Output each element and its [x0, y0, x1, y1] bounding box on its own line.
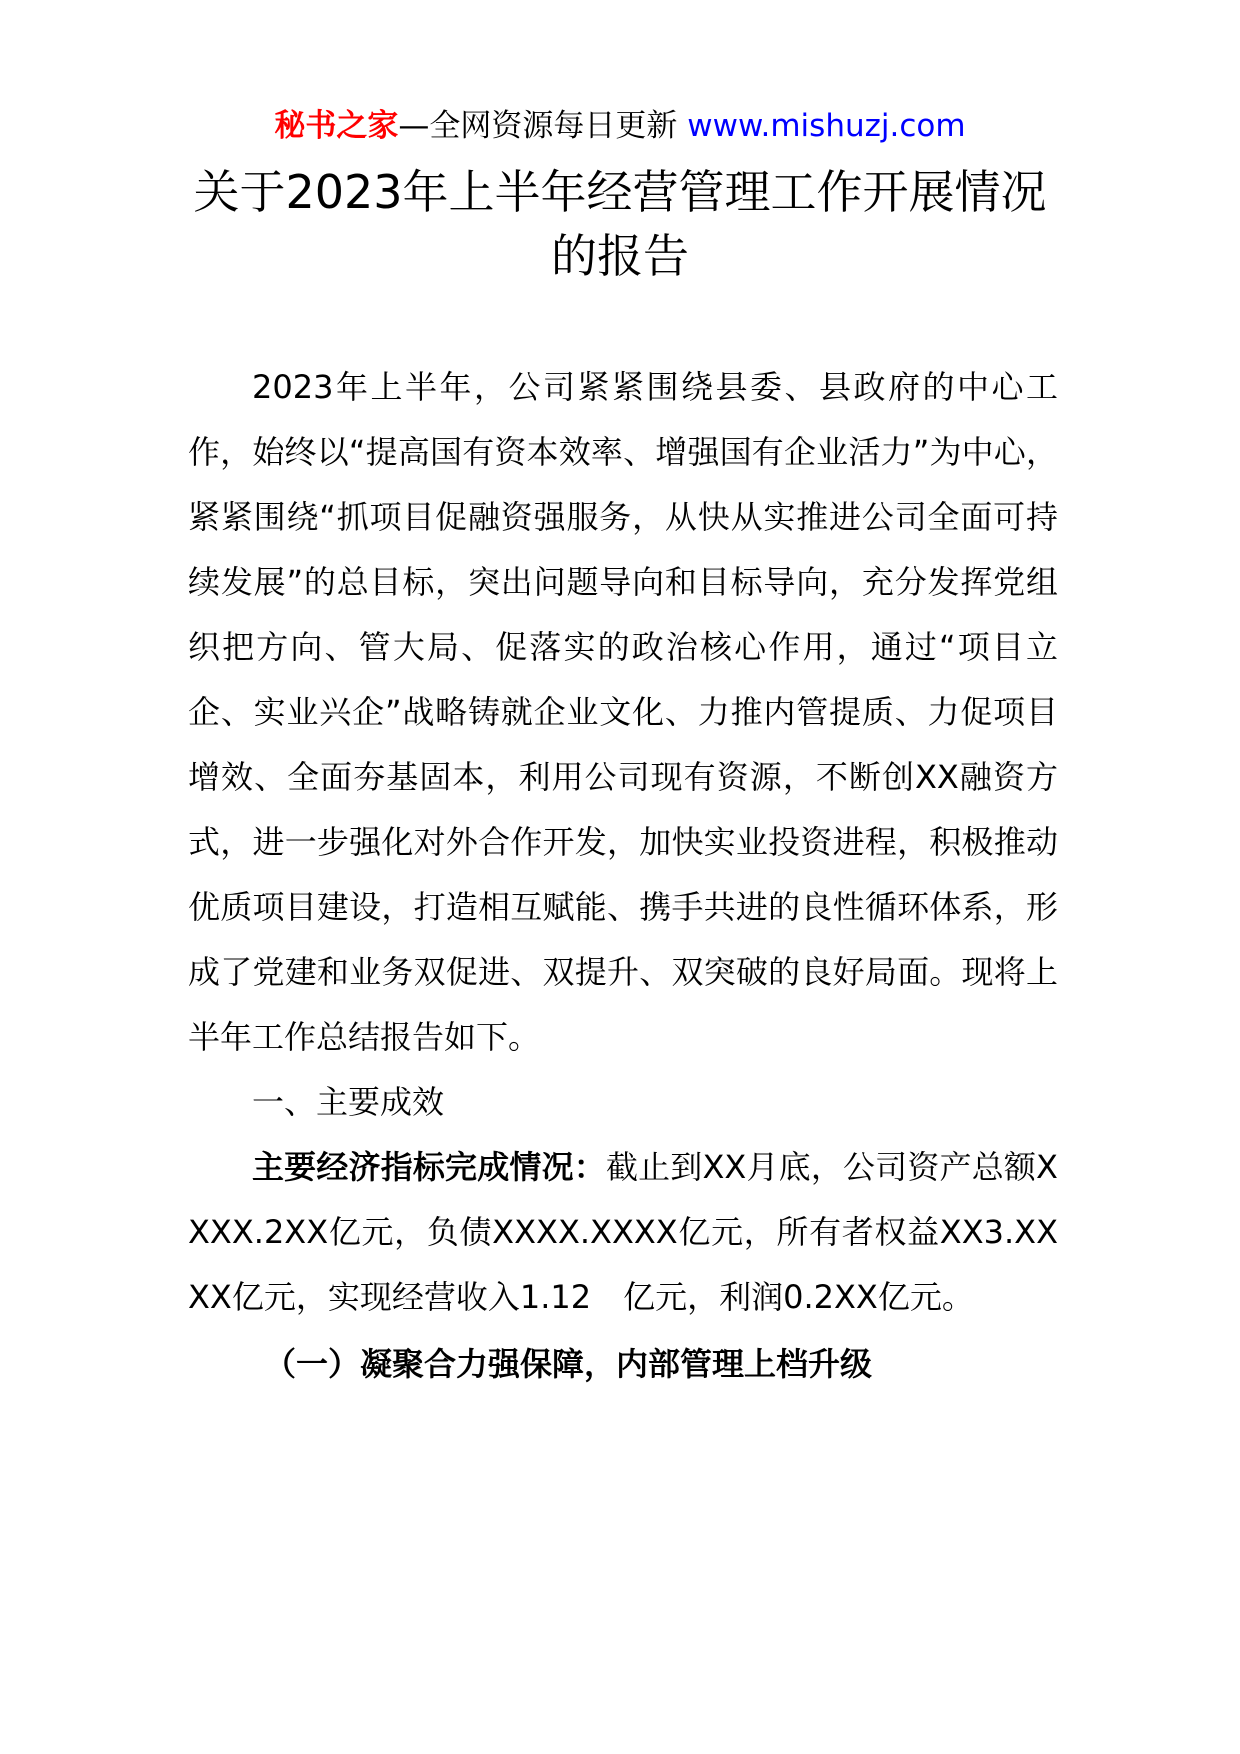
document-body [188, 355, 1058, 1397]
intro-paragraph: 2023年上半年，公司紧紧围绕县委、县政府的中心工作，始终以“提高国有资本效率、增强国有企业活力”为中心，紧紧围绕“抓项目促融资强服务，从快从实推进公司全面可持续发展”的总目标，突出问题导向和目标导向，充分发挥党组织把方向、管大局、促落实的政治核心作用，通过“项目立企、实业兴企”战略铸就企业文化、力推内管提质、力促项目增效、全面夯基固本，利用公司现有资源，不断创XX融资方式，进一步强化对外合作开发，加快实业投资进程，积极推动优质项目建设，打造相互赋能、携手共进的良性循环体系，形成了党建和业务双促进、双提升、双突破的良好局面。现将上半年工作总结报告如下。 [188, 368, 1058, 1056]
site-banner [0, 104, 1240, 148]
banner-url-link[interactable]: www.mishuzj.com [687, 108, 966, 144]
indicators-paragraph [188, 1135, 1058, 1330]
subsection-heading-internal-management: （一）凝聚合力强保障，内部管理上档升级 [264, 1345, 873, 1383]
indicators-text: 截止到XX月底，公司资产总额XXXX.2XX亿元，负债XXXX.XXXX亿元，所有者权益XX3.XXXX亿元，实现经营收入1.12 亿元，利润0.2XX亿元。 [188, 1148, 1058, 1316]
banner-slogan: —全网资源每日更新 [398, 108, 688, 144]
banner-brand: 秘书之家 [274, 108, 399, 144]
indicators-label: 主要经济指标完成情况： [252, 1148, 606, 1186]
section-heading-main-results: 一、主要成效 [252, 1083, 445, 1121]
document-title: 关于2023年上半年经营管理工作开展情况的报告 [193, 165, 1047, 283]
